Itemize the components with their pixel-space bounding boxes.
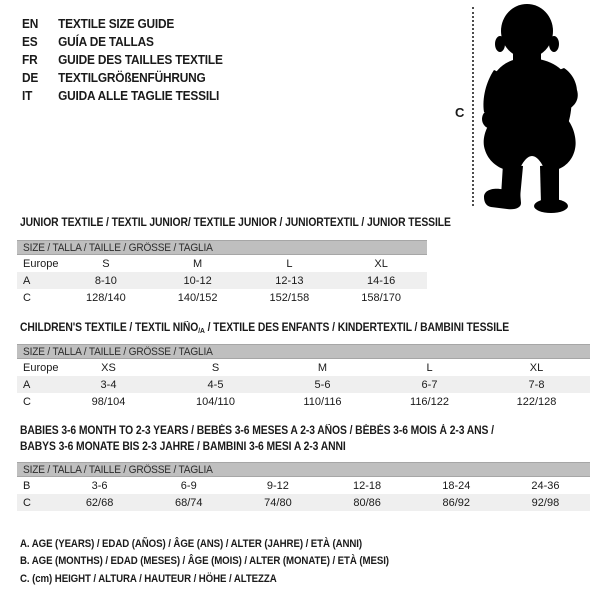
table-cell: 116/122 (410, 395, 449, 408)
row-label: Europe (23, 257, 59, 270)
language-code: EN (22, 17, 39, 31)
row-label: A (23, 378, 31, 391)
heading-line-1: BABIES 3-6 MONTH TO 2-3 YEARS / BEBÉS 3-6 MESES A 2-3 AÑOS / BÉBÉS 3-6 MOIS À 2-3 ANS / (20, 425, 494, 437)
table-cell: XL (374, 257, 388, 270)
table-cell: 6-7 (421, 378, 438, 391)
row-label: C (23, 395, 31, 408)
table-cell: 128/140 (85, 291, 126, 304)
table-cell: 86/92 (442, 496, 471, 509)
guide-title: TEXTILE SIZE GUIDE (58, 17, 175, 31)
language-code: IT (22, 89, 33, 103)
table-cell: 4-5 (207, 378, 224, 391)
table-cell: 12-13 (275, 274, 304, 287)
guide-title: GUÍA DE TALLAS (58, 35, 154, 49)
table-cell: L (426, 361, 433, 374)
language-row (22, 87, 223, 105)
size-header-text: SIZE / TALLA / TAILLE / GRÖSSE / TAGLIA (23, 345, 213, 358)
heading-text: JUNIOR TEXTILE / TEXTIL JUNIOR/ TEXTILE JUNIOR / JUNIORTEXTIL / JUNIOR TESSILE (20, 217, 451, 229)
table-row-europe (17, 359, 590, 376)
language-code: DE (22, 71, 39, 85)
table-row-a (17, 272, 427, 289)
children-size-table (17, 344, 590, 410)
table-row-c (17, 494, 590, 511)
legend-footnotes (20, 535, 439, 588)
language-row (22, 51, 223, 69)
table-cell: 92/98 (531, 496, 560, 509)
table-cell: 24-36 (531, 479, 560, 492)
table-cell: 104/110 (196, 395, 235, 408)
guide-title: TEXTILGRÖßENFÜHRUNG (58, 71, 206, 85)
language-code: ES (22, 35, 38, 49)
table-cell: 18-24 (442, 479, 471, 492)
table-cell: 110/116 (303, 395, 342, 408)
footnote-a: A. AGE (YEARS) / EDAD (AÑOS) / ÂGE (ANS) / ALTER (JAHRE) / ETÀ (ANNI) (20, 537, 363, 550)
table-cell: S (211, 361, 220, 374)
table-cell: 80/86 (353, 496, 381, 509)
heading-text: CHILDREN'S TEXTILE / TEXTIL NIÑO (20, 322, 199, 334)
language-row (22, 69, 223, 87)
table-cell: 6-9 (180, 479, 197, 492)
table-cell: 9-12 (266, 479, 289, 492)
table-cell: 122/128 (516, 395, 557, 408)
table-cell: 10-12 (183, 274, 212, 287)
table-cell: 3-4 (100, 378, 117, 391)
language-code: FR (22, 53, 38, 67)
height-measure-label: C (455, 105, 465, 120)
language-row (22, 15, 223, 33)
table-cell: 3-6 (91, 479, 108, 492)
table-cell: XS (101, 361, 116, 374)
table-size-header (17, 240, 427, 255)
heading-subscript: /A (198, 326, 205, 335)
heading-line-2: BABYS 3-6 MONATE BIS 2-3 JAHRE / BAMBINI 3-6 MESI A 2-3 ANNI (20, 441, 346, 453)
heading-text: / TEXTILE DES ENFANTS / KINDERTEXTIL / BAMBINI TESSILE (204, 322, 510, 334)
row-label: C (23, 291, 31, 304)
table-cell: 140/152 (177, 291, 218, 304)
table-cell: XL (529, 361, 544, 374)
section-heading-junior (20, 215, 451, 231)
table-row-europe (17, 255, 427, 272)
row-label: A (23, 274, 31, 287)
table-cell: M (193, 257, 203, 270)
section-heading-children (20, 320, 509, 339)
table-cell: 158/170 (361, 291, 401, 304)
table-cell: 62/68 (85, 496, 114, 509)
language-row (22, 33, 223, 51)
size-header-text: SIZE / TALLA / TAILLE / GRÖSSE / TAGLIA (23, 241, 213, 254)
table-cell: 12-18 (353, 479, 382, 492)
table-row-c (17, 393, 590, 410)
guide-title: GUIDE DES TAILLES TEXTILE (58, 53, 223, 67)
table-size-header (17, 344, 590, 359)
table-cell: 7-8 (528, 378, 545, 391)
table-cell: M (317, 361, 328, 374)
table-cell: 68/74 (174, 496, 203, 509)
guide-title: GUIDA ALLE TAGLIE TESSILI (58, 89, 220, 103)
table-cell: 8-10 (94, 274, 117, 287)
table-row-c (17, 289, 427, 306)
footnote-b: B. AGE (MONTHS) / EDAD (MESES) / ÂGE (MOIS) / ALTER (MONATE) / ETÀ (MESI) (20, 555, 389, 568)
junior-size-table (17, 240, 427, 306)
row-label: C (23, 496, 31, 509)
table-cell: 74/80 (264, 496, 292, 509)
footnote-c: C. (cm) HEIGHT / ALTURA / HAUTEUR / HÖHE / ALTEZZA (20, 572, 277, 585)
table-row-b (17, 477, 590, 494)
table-cell: S (102, 257, 110, 270)
baby-silhouette-icon (470, 0, 600, 215)
babies-size-table (17, 462, 590, 511)
row-label: Europe (23, 361, 59, 374)
size-header-text: SIZE / TALLA / TAILLE / GRÖSSE / TAGLIA (23, 463, 213, 476)
table-cell: 152/158 (269, 291, 310, 304)
language-title-list (22, 15, 233, 105)
table-cell: 98/104 (91, 395, 126, 408)
table-cell: L (286, 257, 293, 270)
table-size-header (17, 462, 590, 477)
table-cell: 14-16 (367, 274, 396, 287)
table-row-a (17, 376, 590, 393)
section-heading-babies (20, 423, 494, 455)
row-label: B (23, 479, 31, 492)
table-cell: 5-6 (314, 378, 331, 391)
